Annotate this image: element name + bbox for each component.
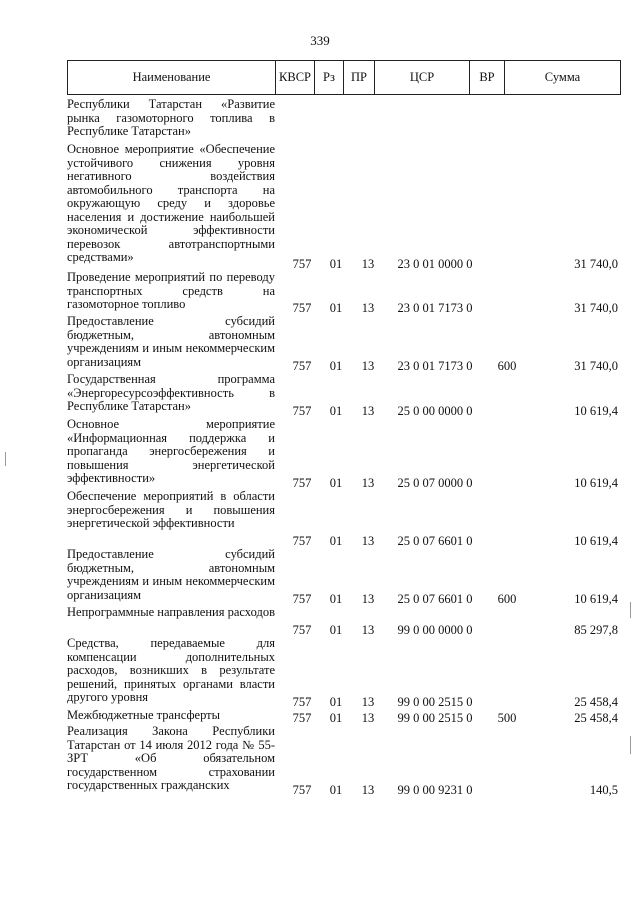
table-row bbox=[67, 98, 621, 143]
row-pr: 13 bbox=[361, 533, 375, 548]
row-csr: 25 0 07 6601 0 bbox=[397, 533, 473, 548]
table-row bbox=[67, 606, 621, 637]
row-pr: 13 bbox=[361, 591, 375, 606]
table-row bbox=[67, 709, 621, 725]
row-vr: 500 bbox=[497, 710, 517, 725]
table-row bbox=[67, 490, 621, 548]
row-sum: 140,5 bbox=[589, 782, 618, 797]
row-vr: 600 bbox=[497, 358, 517, 373]
column-header-csr: ЦСР bbox=[375, 61, 470, 95]
row-kvsr: 757 bbox=[292, 710, 312, 725]
column-header-rz: Рз bbox=[315, 61, 344, 95]
row-kvsr: 757 bbox=[292, 300, 312, 315]
row-name: Предоставление субсидий бюджетным, автономным учреждениям и иным некоммерческим организациям bbox=[67, 547, 275, 602]
row-sum: 10 619,4 bbox=[574, 533, 618, 548]
row-name: Основное мероприятие «Обеспечение устойчивого снижения уровня негативного воздействия автомобильного транспорта на окружающую среду и здоровье населения и достижение наибольшей экономической эффективности перевозок автотранспортными средствами» bbox=[67, 142, 275, 264]
row-rz: 01 bbox=[329, 475, 343, 490]
row-rz: 01 bbox=[329, 403, 343, 418]
row-name: Обеспечение мероприятий в области энергосбережения и повышения энергетической эффективности bbox=[67, 489, 275, 530]
row-rz: 01 bbox=[329, 533, 343, 548]
row-csr: 99 0 00 9231 0 bbox=[397, 782, 473, 797]
row-csr: 25 0 07 6601 0 bbox=[397, 591, 473, 606]
row-kvsr: 757 bbox=[292, 533, 312, 548]
row-kvsr: 757 bbox=[292, 591, 312, 606]
row-rz: 01 bbox=[329, 622, 343, 637]
row-kvsr: 757 bbox=[292, 622, 312, 637]
row-name: Проведение мероприятий по переводу транспортных средств на газомоторное топливо bbox=[67, 270, 275, 311]
row-csr: 99 0 00 0000 0 bbox=[397, 622, 473, 637]
row-sum: 10 619,4 bbox=[574, 591, 618, 606]
table-row bbox=[67, 315, 621, 373]
row-rz: 01 bbox=[329, 300, 343, 315]
scan-artifact bbox=[5, 452, 6, 466]
table-row bbox=[67, 637, 621, 709]
row-name: Межбюджетные трансферты bbox=[67, 708, 221, 722]
column-header-pr: ПР bbox=[344, 61, 375, 95]
table-row bbox=[67, 725, 621, 797]
page-number: 339 bbox=[310, 33, 330, 48]
scan-artifact bbox=[630, 736, 631, 754]
row-sum: 25 458,4 bbox=[574, 710, 618, 725]
row-pr: 13 bbox=[361, 622, 375, 637]
row-pr: 13 bbox=[361, 403, 375, 418]
column-header-kvsr: КВСР bbox=[276, 61, 315, 95]
row-csr: 99 0 00 2515 0 bbox=[397, 710, 473, 725]
row-pr: 13 bbox=[361, 475, 375, 490]
row-pr: 13 bbox=[361, 782, 375, 797]
table-body bbox=[67, 98, 621, 797]
column-header-vr: ВР bbox=[470, 61, 505, 95]
row-sum: 85 297,8 bbox=[574, 622, 618, 637]
row-rz: 01 bbox=[329, 782, 343, 797]
row-name: Республики Татарстан «Развитие рынка газомоторного топлива в Республике Татарстан» bbox=[67, 97, 275, 138]
row-rz: 01 bbox=[329, 358, 343, 373]
row-pr: 13 bbox=[361, 694, 375, 709]
row-sum: 31 740,0 bbox=[574, 358, 618, 373]
row-name: Непрограммные направления расходов bbox=[67, 605, 275, 619]
row-sum: 31 740,0 bbox=[574, 256, 618, 271]
row-rz: 01 bbox=[329, 710, 343, 725]
row-kvsr: 757 bbox=[292, 475, 312, 490]
column-header-name: Наименование bbox=[68, 61, 276, 95]
row-csr: 25 0 00 0000 0 bbox=[397, 403, 473, 418]
row-rz: 01 bbox=[329, 591, 343, 606]
row-vr: 600 bbox=[497, 591, 517, 606]
row-pr: 13 bbox=[361, 358, 375, 373]
row-kvsr: 757 bbox=[292, 358, 312, 373]
row-csr: 23 0 01 7173 0 bbox=[397, 358, 473, 373]
row-csr: 99 0 00 2515 0 bbox=[397, 694, 473, 709]
row-rz: 01 bbox=[329, 694, 343, 709]
row-pr: 13 bbox=[361, 256, 375, 271]
row-kvsr: 757 bbox=[292, 694, 312, 709]
row-rz: 01 bbox=[329, 256, 343, 271]
row-kvsr: 757 bbox=[292, 782, 312, 797]
row-kvsr: 757 bbox=[292, 256, 312, 271]
row-sum: 31 740,0 bbox=[574, 300, 618, 315]
row-name: Предоставление субсидий бюджетным, автономным учреждениям и иным некоммерческим организациям bbox=[67, 314, 275, 369]
table-row bbox=[67, 373, 621, 418]
row-sum: 25 458,4 bbox=[574, 694, 618, 709]
row-kvsr: 757 bbox=[292, 403, 312, 418]
row-sum: 10 619,4 bbox=[574, 403, 618, 418]
table-row bbox=[67, 143, 621, 271]
row-sum: 10 619,4 bbox=[574, 475, 618, 490]
row-name: Реализация Закона Республики Татарстан от 14 июля 2012 года № 55-ЗРТ «Об обязательном государственном страховании государственных гражданских bbox=[67, 724, 275, 792]
row-name: Государственная программа «Энергоресурсоэффективность в Республике Татарстан» bbox=[67, 372, 275, 413]
row-pr: 13 bbox=[361, 300, 375, 315]
table-header bbox=[67, 60, 621, 95]
row-name: Основное мероприятие «Информационная поддержка и пропаганда энергосбережения и повышения энергетической эффективности» bbox=[67, 417, 275, 485]
row-csr: 23 0 01 7173 0 bbox=[397, 300, 473, 315]
column-header-sum: Сумма bbox=[505, 61, 621, 95]
row-csr: 25 0 07 0000 0 bbox=[397, 475, 473, 490]
row-pr: 13 bbox=[361, 710, 375, 725]
row-name: Средства, передаваемые для компенсации дополнительных расходов, возникших в результате решений, принятых органами власти другого уровня bbox=[67, 636, 275, 704]
table-row bbox=[67, 418, 621, 490]
row-csr: 23 0 01 0000 0 bbox=[397, 256, 473, 271]
scan-artifact bbox=[630, 602, 631, 618]
table-row bbox=[67, 271, 621, 315]
table-row bbox=[67, 548, 621, 606]
